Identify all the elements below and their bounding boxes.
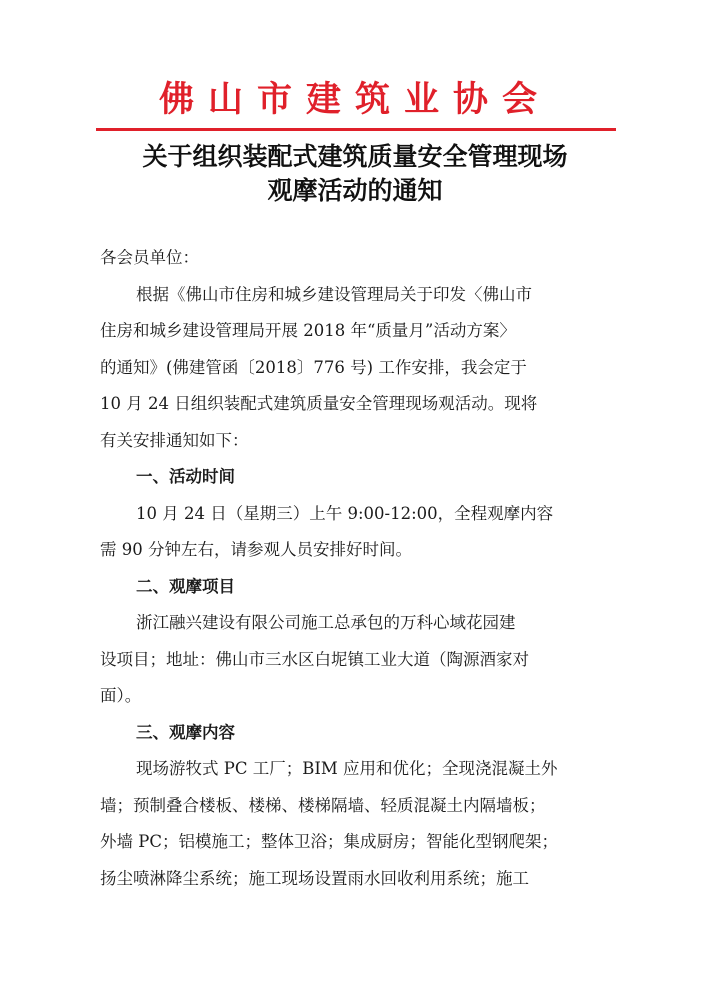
title-line-1: 关于组织装配式建筑质量安全管理现场 [142,142,568,171]
section-line: 需 90 分钟左右，请参观人员安排好时间。 [100,540,412,559]
title-line-2: 观摩活动的通知 [267,176,443,205]
section-line: 浙江融兴建设有限公司施工总承包的万科心域花园建 [136,613,516,632]
issuer-header: 佛山市建筑业协会 [158,80,551,120]
section-line: 扬尘喷淋降尘系统；施工现场设置雨水回收利用系统；施工 [100,868,529,888]
intro-line: 根据《佛山市住房和城乡建设管理局关于印发〈佛山市 [136,284,532,304]
intro-line: 有关安排通知如下： [100,430,249,450]
intro-line: 10 月 24 日组织装配式建筑质量安全管理现场观活动。现将 [100,394,538,413]
intro-line: 的通知》(佛建管函〔2018〕776 号) 工作安排，我会定于 [100,357,527,377]
header-red-rule [96,128,616,131]
intro-line: 住房和城乡建设管理局开展 2018 年“质量月”活动方案〉 [100,321,516,340]
section-line: 设项目；地址：佛山市三水区白坭镇工业大道（陶源酒家对 [100,649,529,669]
section-heading-time: 一、活动时间 [136,467,235,486]
section-heading-content: 三、观摩内容 [136,722,235,742]
section-line: 墙；预制叠合楼板、楼梯、楼梯隔墙、轻质混凝土内隔墙板； [100,795,546,815]
document-body [100,240,600,897]
section-line: 面）。 [100,686,142,705]
document-title [90,140,620,208]
section-heading-project: 二、观摩项目 [136,576,235,596]
salutation: 各会员单位： [100,248,199,267]
section-line: 现场游牧式 PC 工厂；BIM 应用和优化；全现浇混凝土外 [136,759,558,778]
section-line: 外墙 PC；铝模施工；整体卫浴；集成厨房；智能化型钢爬架； [100,832,558,851]
section-line: 10 月 24 日（星期三）上午 9:00-12:00，全程观摩内容 [136,503,554,523]
